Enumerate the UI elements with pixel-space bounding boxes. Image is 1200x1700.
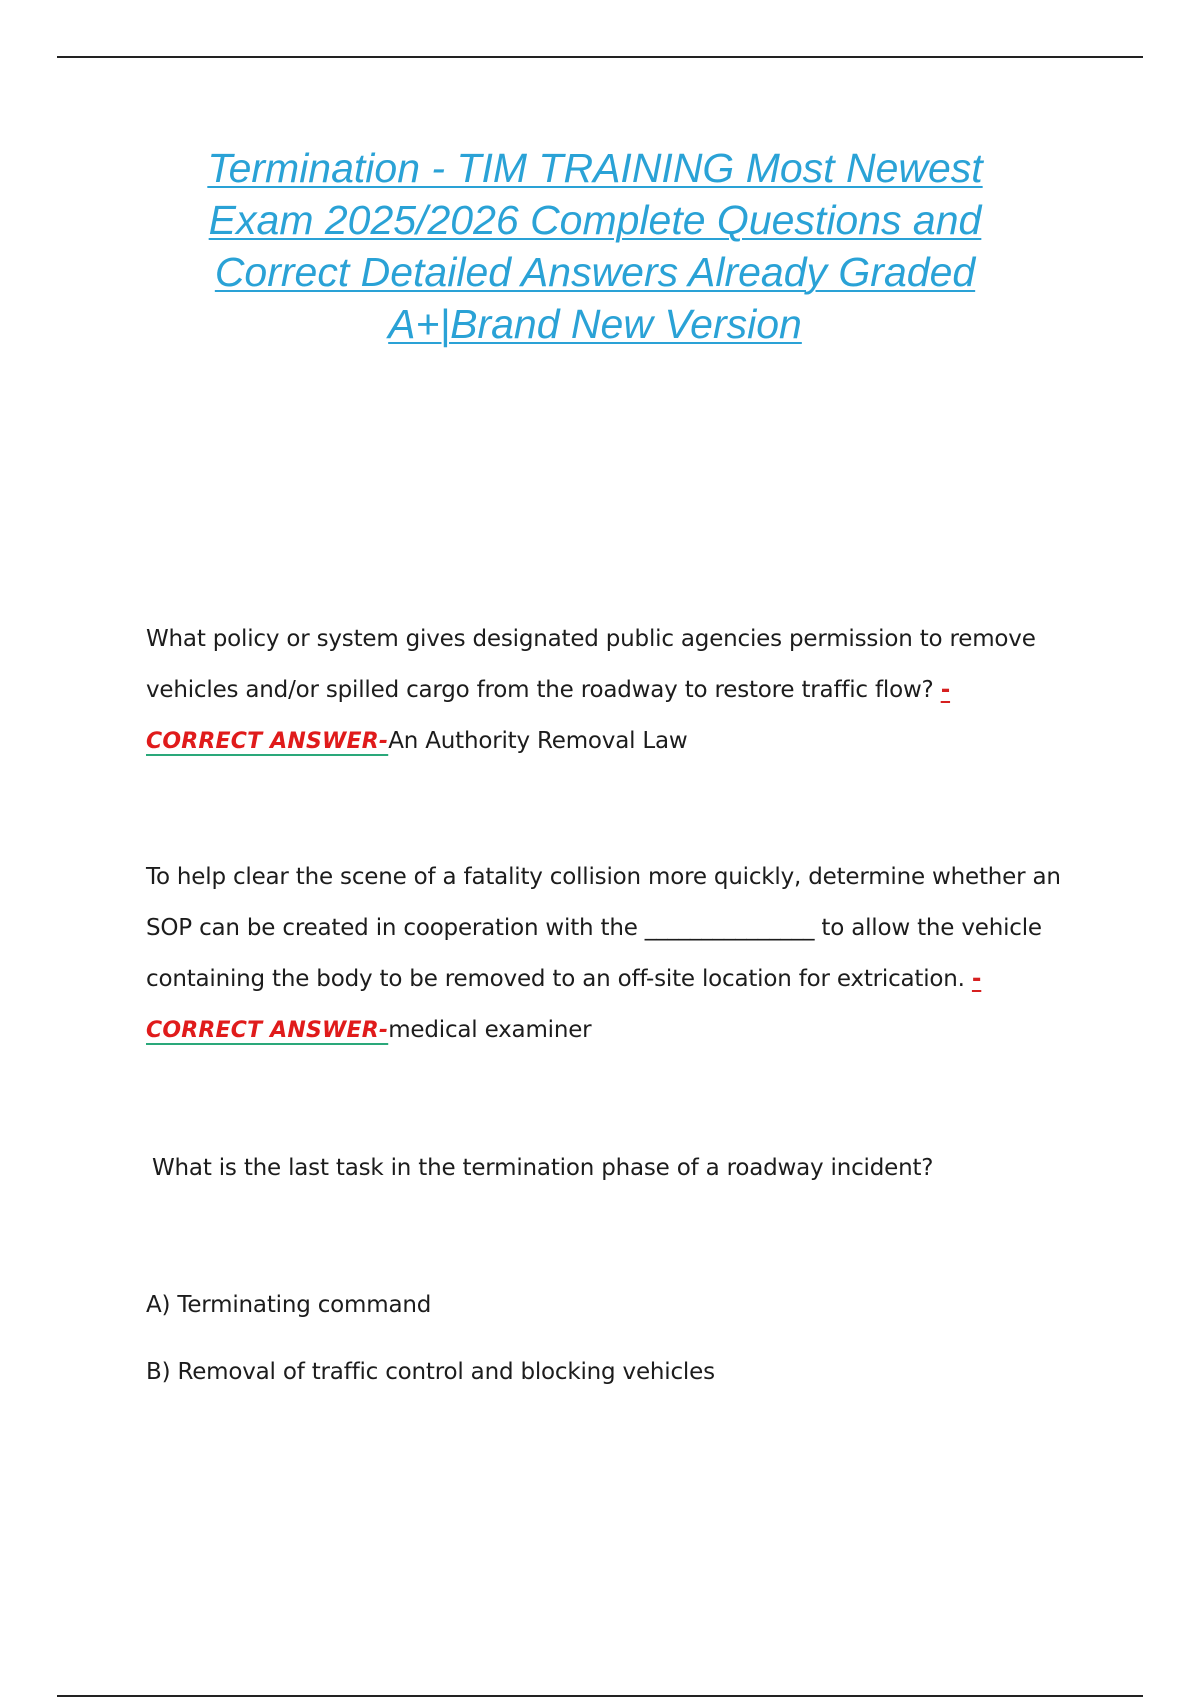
title-line: A+|Brand New Version — [388, 301, 802, 347]
answer-text: medical examiner — [388, 1017, 592, 1043]
title-link[interactable] — [207, 145, 982, 347]
question-text: To help clear the scene of a fatality collision more quickly, determine whether an SOP can be created in cooperation with the _______________ to allow the vehicle containing the body to be removed to an off-site location for extrication. — [146, 864, 1061, 992]
title-line: Termination - TIM TRAINING Most Newest — [207, 145, 983, 191]
title-line: Correct Detailed Answers Already Graded — [214, 249, 976, 295]
option-b — [146, 1347, 1091, 1398]
title-line: Exam 2025/2026 Complete Questions and — [208, 197, 982, 243]
header-rule — [57, 56, 1143, 58]
question-block-2 — [146, 852, 1091, 1056]
answer-separator: - — [971, 966, 982, 992]
document-title — [140, 142, 1050, 350]
option-text: A) Terminating command — [146, 1292, 432, 1318]
question-block-3 — [152, 1143, 1097, 1194]
question-text: What is the last task in the termination phase of a roadway incident? — [152, 1155, 934, 1181]
question-text: What policy or system gives designated public agencies permission to remove vehicles and/or spilled cargo from the roadway to restore traffic flow? — [146, 626, 1036, 703]
option-a — [146, 1280, 1091, 1331]
answer-separator: - — [940, 677, 951, 703]
answer-text: An Authority Removal Law — [388, 728, 688, 754]
option-text: B) Removal of traffic control and blocking vehicles — [146, 1359, 715, 1385]
correct-answer-label: CORRECT ANSWER- — [146, 1018, 389, 1043]
footer-rule — [57, 1695, 1143, 1697]
question-block-1 — [146, 614, 1091, 767]
correct-answer-label: CORRECT ANSWER- — [146, 729, 389, 754]
